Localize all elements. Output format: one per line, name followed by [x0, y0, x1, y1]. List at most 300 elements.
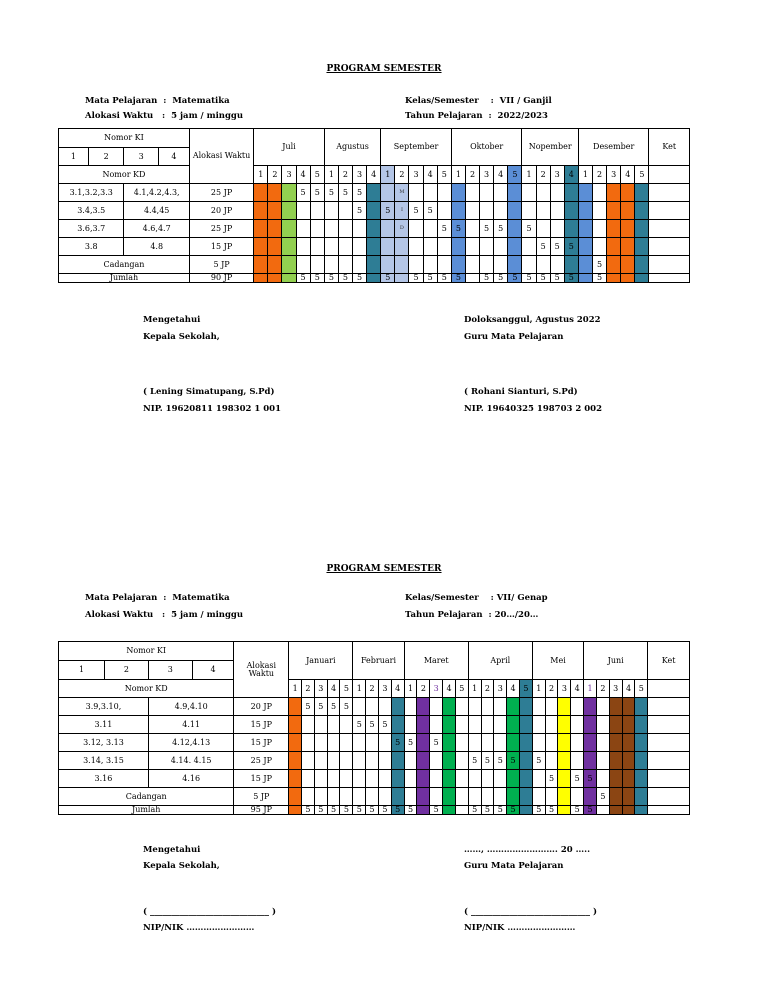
- ki-header: Nomor KI: [59, 129, 190, 148]
- kd3-cell: 3.1,3.2,3.3: [59, 184, 124, 202]
- week-cell: 5: [480, 274, 494, 283]
- week-cell: 5: [494, 220, 508, 238]
- week-cell: [455, 716, 468, 734]
- week-cell: 5: [571, 806, 584, 815]
- week-number: 1: [451, 166, 465, 184]
- week-cell: [635, 788, 648, 806]
- week-cell: [609, 734, 622, 752]
- week-cell: [268, 238, 282, 256]
- week-number: 2: [302, 680, 315, 698]
- week-cell: [508, 220, 522, 238]
- jp-cell: 5 JP: [189, 256, 253, 274]
- week-cell: [340, 734, 353, 752]
- week-cell: [296, 220, 310, 238]
- week-number: 1: [468, 680, 481, 698]
- week-number: 5: [508, 166, 522, 184]
- week-cell: [465, 274, 479, 283]
- ket-cell: [649, 274, 690, 283]
- week-cell: 5: [545, 770, 558, 788]
- week-cell: [596, 806, 609, 815]
- week-cell: 5: [532, 752, 545, 770]
- week-cell: [409, 256, 423, 274]
- week-cell: [254, 220, 268, 238]
- week-cell: [508, 184, 522, 202]
- kd4-cell: 4.4,45: [124, 202, 189, 220]
- week-cell: [314, 770, 327, 788]
- kd4-cell: 4.8: [124, 238, 189, 256]
- week-cell: 5: [327, 698, 340, 716]
- week-cell: 5: [391, 806, 404, 815]
- week-cell: 5: [340, 698, 353, 716]
- week-number: 4: [494, 166, 508, 184]
- week-number: 3: [378, 680, 391, 698]
- week-cell: [622, 698, 635, 716]
- week-cell: [430, 698, 443, 716]
- week-cell: 5: [378, 716, 391, 734]
- week-cell: [635, 806, 648, 815]
- week-cell: 5: [353, 184, 367, 202]
- week-cell: [622, 716, 635, 734]
- week-number: 3: [558, 680, 571, 698]
- week-number: 4: [622, 680, 635, 698]
- week-cell: [635, 770, 648, 788]
- week-cell: [391, 788, 404, 806]
- week-cell: 5: [404, 734, 417, 752]
- week-cell: 5: [481, 752, 494, 770]
- month-header: September: [381, 129, 452, 166]
- week-cell: [494, 698, 507, 716]
- week-cell: [508, 238, 522, 256]
- kd3-cell: 3.8: [59, 238, 124, 256]
- ki-number: 2: [105, 661, 149, 680]
- week-cell: 5: [593, 274, 607, 283]
- sem1-sign-left-2: Kepala Sekolah,: [143, 332, 220, 342]
- week-cell: 5: [468, 806, 481, 815]
- week-cell: [423, 238, 437, 256]
- week-cell: [635, 256, 649, 274]
- week-cell: [522, 256, 536, 274]
- week-cell: [480, 256, 494, 274]
- week-cell: 5: [404, 806, 417, 815]
- week-cell: [584, 734, 597, 752]
- week-cell: [468, 698, 481, 716]
- week-number: 2: [536, 166, 550, 184]
- week-cell: [310, 238, 324, 256]
- week-cell: [468, 788, 481, 806]
- week-cell: [532, 698, 545, 716]
- week-cell: [443, 698, 456, 716]
- kd3-cell: 3.6,3.7: [59, 220, 124, 238]
- week-cell: [607, 238, 621, 256]
- week-cell: [409, 220, 423, 238]
- week-cell: [578, 274, 592, 283]
- week-cell: [584, 698, 597, 716]
- jp-cell: 15 JP: [234, 770, 289, 788]
- week-cell: [480, 202, 494, 220]
- week-number: 2: [268, 166, 282, 184]
- week-cell: [381, 220, 395, 238]
- week-cell: [254, 184, 268, 202]
- week-cell: [494, 788, 507, 806]
- week-cell: [545, 716, 558, 734]
- week-cell: [302, 788, 315, 806]
- week-cell: [378, 734, 391, 752]
- week-cell: [367, 256, 381, 274]
- week-cell: [609, 698, 622, 716]
- kd3-cell: 3.4,3.5: [59, 202, 124, 220]
- sem2-sign-left-name: ( ____________________________ ): [143, 907, 276, 917]
- jumlah-label: Jumlah: [59, 274, 190, 283]
- week-cell: [596, 734, 609, 752]
- week-cell: 5: [550, 238, 564, 256]
- week-cell: [268, 274, 282, 283]
- week-number: 1: [381, 166, 395, 184]
- kd3-cell: 3.12, 3.13: [59, 734, 149, 752]
- week-cell: [327, 734, 340, 752]
- week-cell: [507, 770, 520, 788]
- week-cell: [437, 202, 451, 220]
- week-number: 2: [395, 166, 409, 184]
- week-number: 4: [391, 680, 404, 698]
- kd3-cell: 3.16: [59, 770, 149, 788]
- week-cell: 5: [494, 806, 507, 815]
- week-cell: [522, 238, 536, 256]
- week-cell: [621, 238, 635, 256]
- week-cell: [443, 806, 456, 815]
- week-cell: [571, 734, 584, 752]
- week-number: 3: [314, 680, 327, 698]
- week-number: 3: [353, 166, 367, 184]
- cadangan-label: Cadangan: [59, 788, 234, 806]
- week-cell: [366, 734, 379, 752]
- week-cell: I: [395, 202, 409, 220]
- week-cell: [519, 752, 532, 770]
- week-cell: [635, 698, 648, 716]
- week-cell: [310, 220, 324, 238]
- week-cell: 5: [324, 274, 338, 283]
- week-cell: [404, 716, 417, 734]
- week-cell: 5: [353, 202, 367, 220]
- week-cell: 5: [564, 274, 578, 283]
- sem2-sign-left-2: Kepala Sekolah,: [143, 861, 220, 871]
- week-cell: 5: [596, 788, 609, 806]
- ket-cell: [648, 716, 690, 734]
- week-cell: 5: [378, 806, 391, 815]
- week-cell: [353, 698, 366, 716]
- week-number: 1: [578, 166, 592, 184]
- week-cell: 5: [564, 238, 578, 256]
- week-cell: [417, 752, 430, 770]
- sem2-sign-right-1: ……, ……………………. 20 …..: [464, 845, 591, 855]
- sem1-sign-left-nip: NIP. 19620811 198302 1 001: [143, 404, 281, 414]
- week-cell: 5: [494, 752, 507, 770]
- sem2-sign-right-2: Guru Mata Pelajaran: [464, 861, 564, 871]
- week-number: 2: [596, 680, 609, 698]
- week-cell: [550, 256, 564, 274]
- sem1-tahun: Tahun Pelajaran : 2022/2023: [405, 111, 548, 121]
- week-cell: [607, 202, 621, 220]
- week-number: 3: [409, 166, 423, 184]
- cadangan-label: Cadangan: [59, 256, 190, 274]
- week-cell: [417, 788, 430, 806]
- week-cell: [465, 202, 479, 220]
- week-number: 2: [545, 680, 558, 698]
- week-cell: [609, 806, 622, 815]
- week-cell: 5: [340, 806, 353, 815]
- week-cell: [571, 752, 584, 770]
- week-cell: [417, 806, 430, 815]
- week-cell: 5: [508, 274, 522, 283]
- week-cell: [536, 184, 550, 202]
- week-cell: [366, 752, 379, 770]
- week-cell: [381, 184, 395, 202]
- week-cell: [545, 788, 558, 806]
- jp-cell: 20 JP: [234, 698, 289, 716]
- week-cell: [519, 734, 532, 752]
- week-cell: [310, 202, 324, 220]
- week-cell: [532, 788, 545, 806]
- week-number: 4: [571, 680, 584, 698]
- week-cell: [417, 698, 430, 716]
- week-cell: 5: [327, 806, 340, 815]
- week-cell: [302, 716, 315, 734]
- week-cell: [268, 184, 282, 202]
- week-cell: [395, 238, 409, 256]
- week-cell: [564, 202, 578, 220]
- week-cell: [622, 752, 635, 770]
- week-cell: [367, 220, 381, 238]
- week-number: 2: [481, 680, 494, 698]
- week-cell: [404, 770, 417, 788]
- week-cell: [609, 752, 622, 770]
- jp-cell: 25 JP: [189, 184, 253, 202]
- week-cell: [507, 788, 520, 806]
- week-cell: [494, 716, 507, 734]
- week-cell: [310, 256, 324, 274]
- week-cell: [584, 788, 597, 806]
- week-cell: [289, 788, 302, 806]
- week-cell: [455, 788, 468, 806]
- week-number: 3: [494, 680, 507, 698]
- week-cell: [558, 734, 571, 752]
- week-cell: [268, 220, 282, 238]
- ki-header: Nomor KI: [59, 642, 234, 661]
- week-cell: [289, 734, 302, 752]
- week-cell: [465, 184, 479, 202]
- week-cell: [571, 716, 584, 734]
- week-cell: [367, 184, 381, 202]
- week-cell: [550, 220, 564, 238]
- week-cell: [327, 752, 340, 770]
- ket-cell: [648, 752, 690, 770]
- kd3-cell: 3.11: [59, 716, 149, 734]
- sem1-mapel: Mata Pelajaran : Matematika: [85, 96, 230, 106]
- week-cell: [550, 202, 564, 220]
- week-cell: [571, 698, 584, 716]
- kd3-cell: 3.9,3.10,: [59, 698, 149, 716]
- week-cell: [609, 716, 622, 734]
- week-cell: [621, 274, 635, 283]
- week-cell: [324, 220, 338, 238]
- week-cell: [430, 752, 443, 770]
- week-cell: 5: [545, 806, 558, 815]
- week-cell: 5: [296, 274, 310, 283]
- jp-cell: 15 JP: [234, 716, 289, 734]
- month-header: April: [468, 642, 532, 680]
- week-cell: 5: [437, 220, 451, 238]
- week-cell: 5: [423, 274, 437, 283]
- week-cell: 5: [310, 184, 324, 202]
- week-number: 3: [282, 166, 296, 184]
- sem2-kelas: Kelas/Semester : VII/ Genap: [405, 593, 548, 603]
- week-cell: 5: [550, 274, 564, 283]
- week-cell: [423, 184, 437, 202]
- week-cell: [455, 734, 468, 752]
- week-cell: [391, 698, 404, 716]
- ket-cell: [649, 238, 690, 256]
- week-cell: 5: [480, 220, 494, 238]
- week-cell: [340, 716, 353, 734]
- ki-number: 3: [148, 661, 192, 680]
- ket-cell: [649, 256, 690, 274]
- week-cell: 5: [494, 274, 508, 283]
- week-number: 4: [327, 680, 340, 698]
- week-number: 2: [366, 680, 379, 698]
- week-cell: [558, 716, 571, 734]
- week-cell: [593, 184, 607, 202]
- week-cell: [621, 220, 635, 238]
- week-cell: [596, 716, 609, 734]
- kd4-cell: 4.16: [148, 770, 234, 788]
- week-cell: [340, 770, 353, 788]
- sem2-title: PROGRAM SEMESTER: [326, 564, 442, 574]
- week-cell: [507, 698, 520, 716]
- ket-header: Ket: [649, 129, 690, 166]
- week-cell: [296, 238, 310, 256]
- week-cell: [532, 734, 545, 752]
- week-cell: [268, 256, 282, 274]
- week-cell: [289, 752, 302, 770]
- week-cell: [282, 184, 296, 202]
- week-cell: [578, 184, 592, 202]
- sem1-table: [58, 128, 690, 283]
- week-cell: [481, 716, 494, 734]
- jumlah-label: Jumlah: [59, 806, 234, 815]
- week-cell: [404, 788, 417, 806]
- week-cell: [635, 184, 649, 202]
- week-cell: [519, 806, 532, 815]
- week-cell: [391, 716, 404, 734]
- week-cell: [578, 202, 592, 220]
- week-number: 5: [340, 680, 353, 698]
- week-cell: [522, 184, 536, 202]
- week-cell: [558, 806, 571, 815]
- week-number: 4: [423, 166, 437, 184]
- kd4-cell: 4.12,4.13: [148, 734, 234, 752]
- week-cell: [507, 716, 520, 734]
- week-cell: [532, 716, 545, 734]
- jp-cell: 20 JP: [189, 202, 253, 220]
- jp-cell: 15 JP: [189, 238, 253, 256]
- week-cell: [404, 698, 417, 716]
- ket-cell: [648, 698, 690, 716]
- week-cell: 5: [302, 806, 315, 815]
- week-cell: [480, 238, 494, 256]
- week-cell: [378, 770, 391, 788]
- sem1-sign-left-name: ( Lening Simatupang, S.Pd): [143, 387, 275, 397]
- week-cell: [353, 788, 366, 806]
- week-number: 3: [607, 166, 621, 184]
- week-cell: 5: [381, 202, 395, 220]
- ket-cell: [649, 220, 690, 238]
- month-header: Desember: [578, 129, 649, 166]
- week-cell: [455, 806, 468, 815]
- week-cell: [558, 770, 571, 788]
- week-cell: 5: [430, 806, 443, 815]
- week-cell: [443, 770, 456, 788]
- week-number: 1: [254, 166, 268, 184]
- ki-number: 1: [59, 661, 105, 680]
- sem1-sign-right-name: ( Rohani Sianturi, S.Pd): [464, 387, 578, 397]
- week-cell: [468, 770, 481, 788]
- week-number: 1: [324, 166, 338, 184]
- week-cell: [443, 788, 456, 806]
- week-cell: [378, 752, 391, 770]
- week-cell: [635, 734, 648, 752]
- week-number: 5: [519, 680, 532, 698]
- week-cell: [338, 220, 352, 238]
- week-cell: [340, 752, 353, 770]
- week-cell: 5: [338, 274, 352, 283]
- week-cell: [391, 752, 404, 770]
- week-cell: [417, 734, 430, 752]
- week-number: 3: [550, 166, 564, 184]
- ket-cell: [648, 680, 690, 698]
- week-cell: [465, 220, 479, 238]
- week-cell: [254, 238, 268, 256]
- week-cell: 5: [584, 770, 597, 788]
- week-cell: [507, 734, 520, 752]
- month-header: Agustus: [324, 129, 380, 166]
- week-cell: [545, 752, 558, 770]
- week-cell: [314, 752, 327, 770]
- week-cell: [282, 220, 296, 238]
- jp-cell: 90 JP: [189, 274, 253, 283]
- week-cell: [607, 274, 621, 283]
- week-cell: 5: [296, 184, 310, 202]
- week-cell: 5: [423, 202, 437, 220]
- week-number: 2: [465, 166, 479, 184]
- week-cell: 5: [338, 184, 352, 202]
- week-cell: [282, 202, 296, 220]
- week-cell: [367, 202, 381, 220]
- sem2-sign-left-1: Mengetahui: [143, 845, 201, 855]
- week-cell: [282, 274, 296, 283]
- week-cell: [353, 220, 367, 238]
- week-cell: [609, 788, 622, 806]
- ket-cell: [648, 806, 690, 815]
- week-cell: [338, 202, 352, 220]
- week-cell: [302, 752, 315, 770]
- kd4-cell: 4.9,4.10: [148, 698, 234, 716]
- week-cell: [451, 238, 465, 256]
- ki-number: 4: [158, 148, 189, 166]
- week-cell: [395, 274, 409, 283]
- week-cell: [481, 770, 494, 788]
- week-cell: 5: [593, 256, 607, 274]
- week-cell: [289, 698, 302, 716]
- ket-cell: [649, 202, 690, 220]
